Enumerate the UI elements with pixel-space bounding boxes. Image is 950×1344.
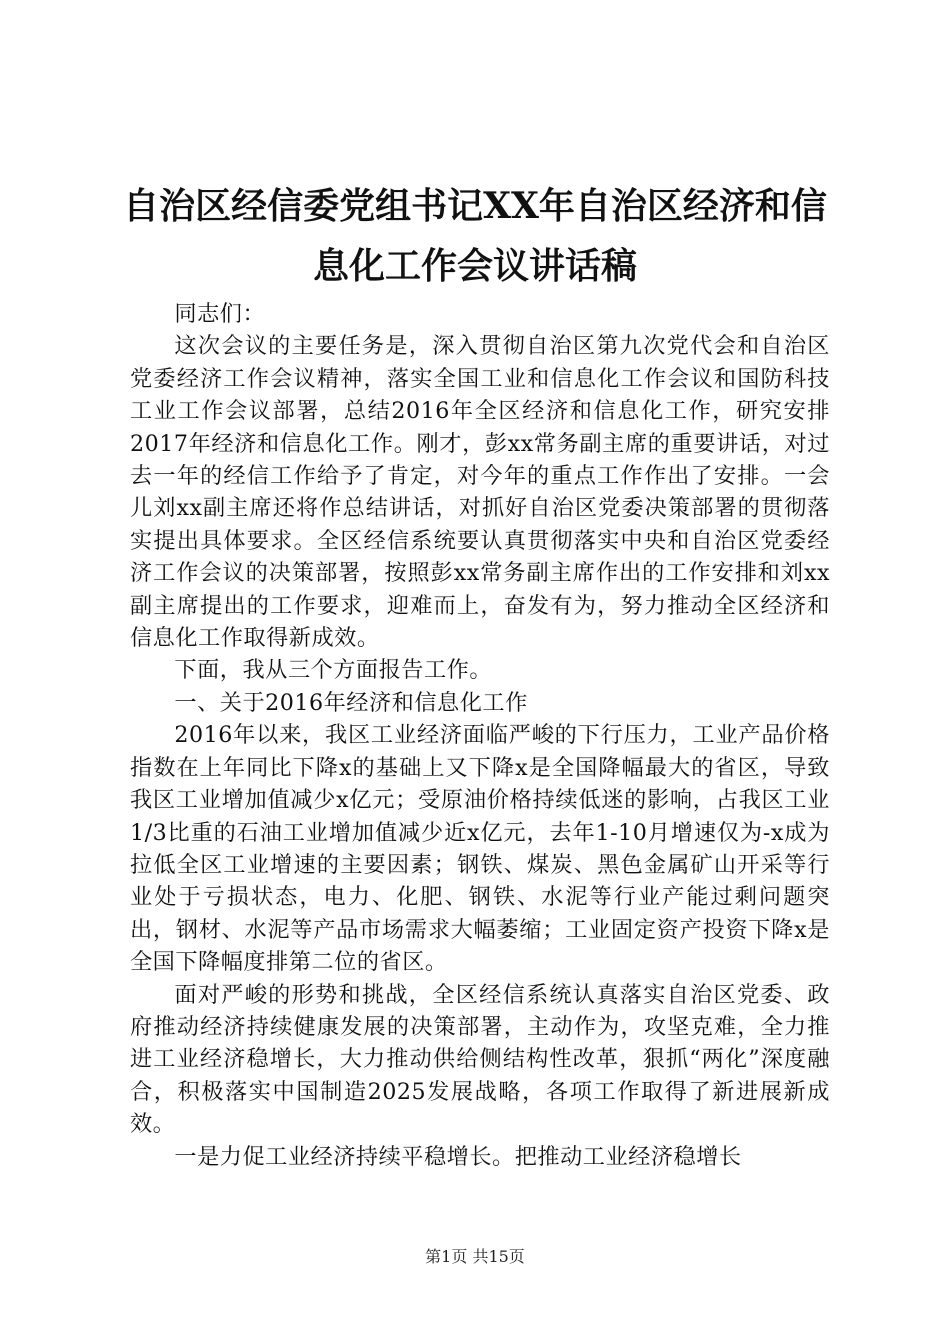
body-paragraph: 下面，我从三个方面报告工作。 xyxy=(174,657,493,684)
document-title: 自治区经信委党组书记XX年自治区经济和信息化工作会议讲话稿 xyxy=(123,185,827,287)
body-paragraph: 一是力促工业经济持续平稳增长。把推动工业经济稳增长 xyxy=(174,1143,742,1170)
document-body xyxy=(130,298,830,1173)
body-paragraph: 面对严峻的形势和挑战，全区经信系统认真落实自治区党委、政府推动经济持续健康发展的决策部署，主动作为，攻坚克难，全力推进工业经济稳增长，大力推动供给侧结构性改革，狠抓“两化”深度融合，积极落实中国制造2025发展战略，各项工作取得了新进展新成效。 xyxy=(130,981,830,1138)
section-heading: 一、关于2016年经济和信息化工作 xyxy=(174,689,528,716)
body-paragraph: 这次会议的主要任务是，深入贯彻自治区第九次党代会和自治区党委经济工作会议精神，落实全国工业和信息化工作会议和国防科技工业工作会议部署，总结2016年全区经济和信息化工作，研究安排2017年经济和信息化工作。刚才，彭xx常务副主席的重要讲话，对过去一年的经信工作给予了肯定，对今年的重点工作作出了安排。一会儿刘xx副主席还将作总结讲话，对抓好自治区党委决策部署的贯彻落实提出具体要求。全区经信系统要认真贯彻落实中央和自治区党委经济工作会议的决策部署，按照彭xx常务副主席作出的工作安排和刘xx副主席提出的工作要求，迎难而上，奋发有为，努力推动全区经济和信息化工作取得新成效。 xyxy=(130,333,830,652)
body-paragraph: 2016年以来，我区工业经济面临严峻的下行压力，工业产品价格指数在上年同比下降x的基础上又下降x是全国降幅最大的省区，导致我区工业增加值减少x亿元；受原油价格持续低迷的影响，占我区工业1/3比重的石油工业增加值减少近x亿元，去年1-10月增速仅为-x成为拉低全区工业增速的主要因素；钢铁、煤炭、黑色金属矿山开采等行业处于亏损状态，电力、化肥、钢铁、水泥等行业产能过剩问题突出，钢材、水泥等产品市场需求大幅萎缩；工业固定资产投资下降x是全国下降幅度排第二位的省区。 xyxy=(130,722,830,976)
page-footer: 第1页 共15页 xyxy=(425,1247,525,1266)
salutation-paragraph: 同志们： xyxy=(174,301,266,327)
